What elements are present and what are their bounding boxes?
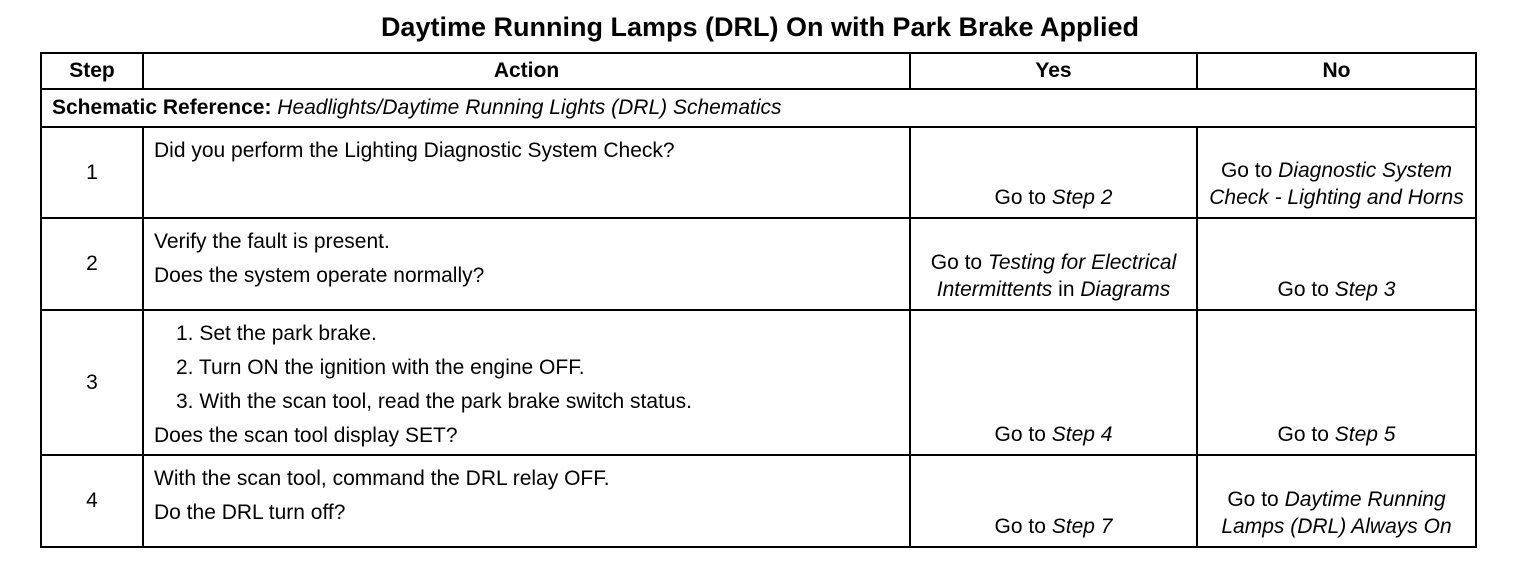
page-title: Daytime Running Lamps (DRL) On with Park Brake Applied <box>380 12 1140 42</box>
schematic-reference <box>41 89 1476 127</box>
action-line: Verify the fault is present. <box>154 230 390 253</box>
yes-cell <box>910 218 1197 310</box>
table-row <box>41 310 1476 455</box>
table-row <box>41 455 1476 547</box>
step-number: 2 <box>41 218 143 310</box>
header-action: Action <box>143 53 910 89</box>
table-row <box>41 218 1476 310</box>
yes-target-2: Diagrams <box>1080 278 1171 301</box>
yes-prefix: Go to <box>930 251 983 274</box>
action-cell <box>143 127 910 218</box>
action-list-item: 3. With the scan tool, read the park brake switch status. <box>176 390 692 413</box>
action-line: Do the DRL turn off? <box>154 501 346 524</box>
table-row <box>41 127 1476 218</box>
no-prefix: Go to <box>1220 159 1273 182</box>
step-number: 1 <box>41 127 143 218</box>
no-target: Step 3 <box>1334 278 1396 301</box>
yes-prefix: Go to <box>994 186 1046 209</box>
step-number: 4 <box>41 455 143 547</box>
action-cell <box>143 218 910 310</box>
no-prefix: Go to <box>1277 423 1329 446</box>
yes-mid: in <box>1058 278 1075 301</box>
action-list-item: 1. Set the park brake. <box>176 322 377 345</box>
action-line: Does the scan tool display SET? <box>154 424 458 447</box>
yes-prefix: Go to <box>994 423 1046 446</box>
action-line: With the scan tool, command the DRL relay OFF. <box>154 467 610 490</box>
schematic-row <box>41 89 1476 127</box>
header-row <box>41 53 1476 89</box>
schematic-label: Schematic Reference: <box>52 96 272 119</box>
action-list-item: 2. Turn ON the ignition with the engine OFF. <box>176 356 585 379</box>
no-target: Diagnostic System Check - Lighting and Horns <box>1209 159 1464 209</box>
yes-target: Step 7 <box>1051 515 1113 538</box>
step-number: 3 <box>41 310 143 455</box>
action-cell <box>143 455 910 547</box>
header-step: Step <box>41 53 143 89</box>
no-cell <box>1197 127 1476 218</box>
header-yes: Yes <box>910 53 1197 89</box>
no-cell <box>1197 455 1476 547</box>
no-cell <box>1197 310 1476 455</box>
no-prefix: Go to <box>1277 278 1329 301</box>
action-line: Did you perform the Lighting Diagnostic System Check? <box>154 139 675 162</box>
yes-prefix: Go to <box>994 515 1046 538</box>
action-cell <box>143 310 910 455</box>
yes-target: Step 2 <box>1051 186 1113 209</box>
no-target: Step 5 <box>1334 423 1396 446</box>
yes-cell <box>910 127 1197 218</box>
no-cell <box>1197 218 1476 310</box>
yes-cell <box>910 455 1197 547</box>
schematic-value: Headlights/Daytime Running Lights (DRL) Schematics <box>277 96 782 119</box>
yes-target: Step 4 <box>1051 423 1113 446</box>
diagnostic-table <box>40 52 1477 548</box>
no-prefix: Go to <box>1227 488 1279 511</box>
no-target: Daytime Running Lamps (DRL) Always On <box>1221 488 1452 538</box>
action-line: Does the system operate normally? <box>154 264 485 287</box>
yes-target: Testing for Electrical Intermittents <box>936 251 1177 301</box>
header-no: No <box>1197 53 1476 89</box>
yes-cell <box>910 310 1197 455</box>
